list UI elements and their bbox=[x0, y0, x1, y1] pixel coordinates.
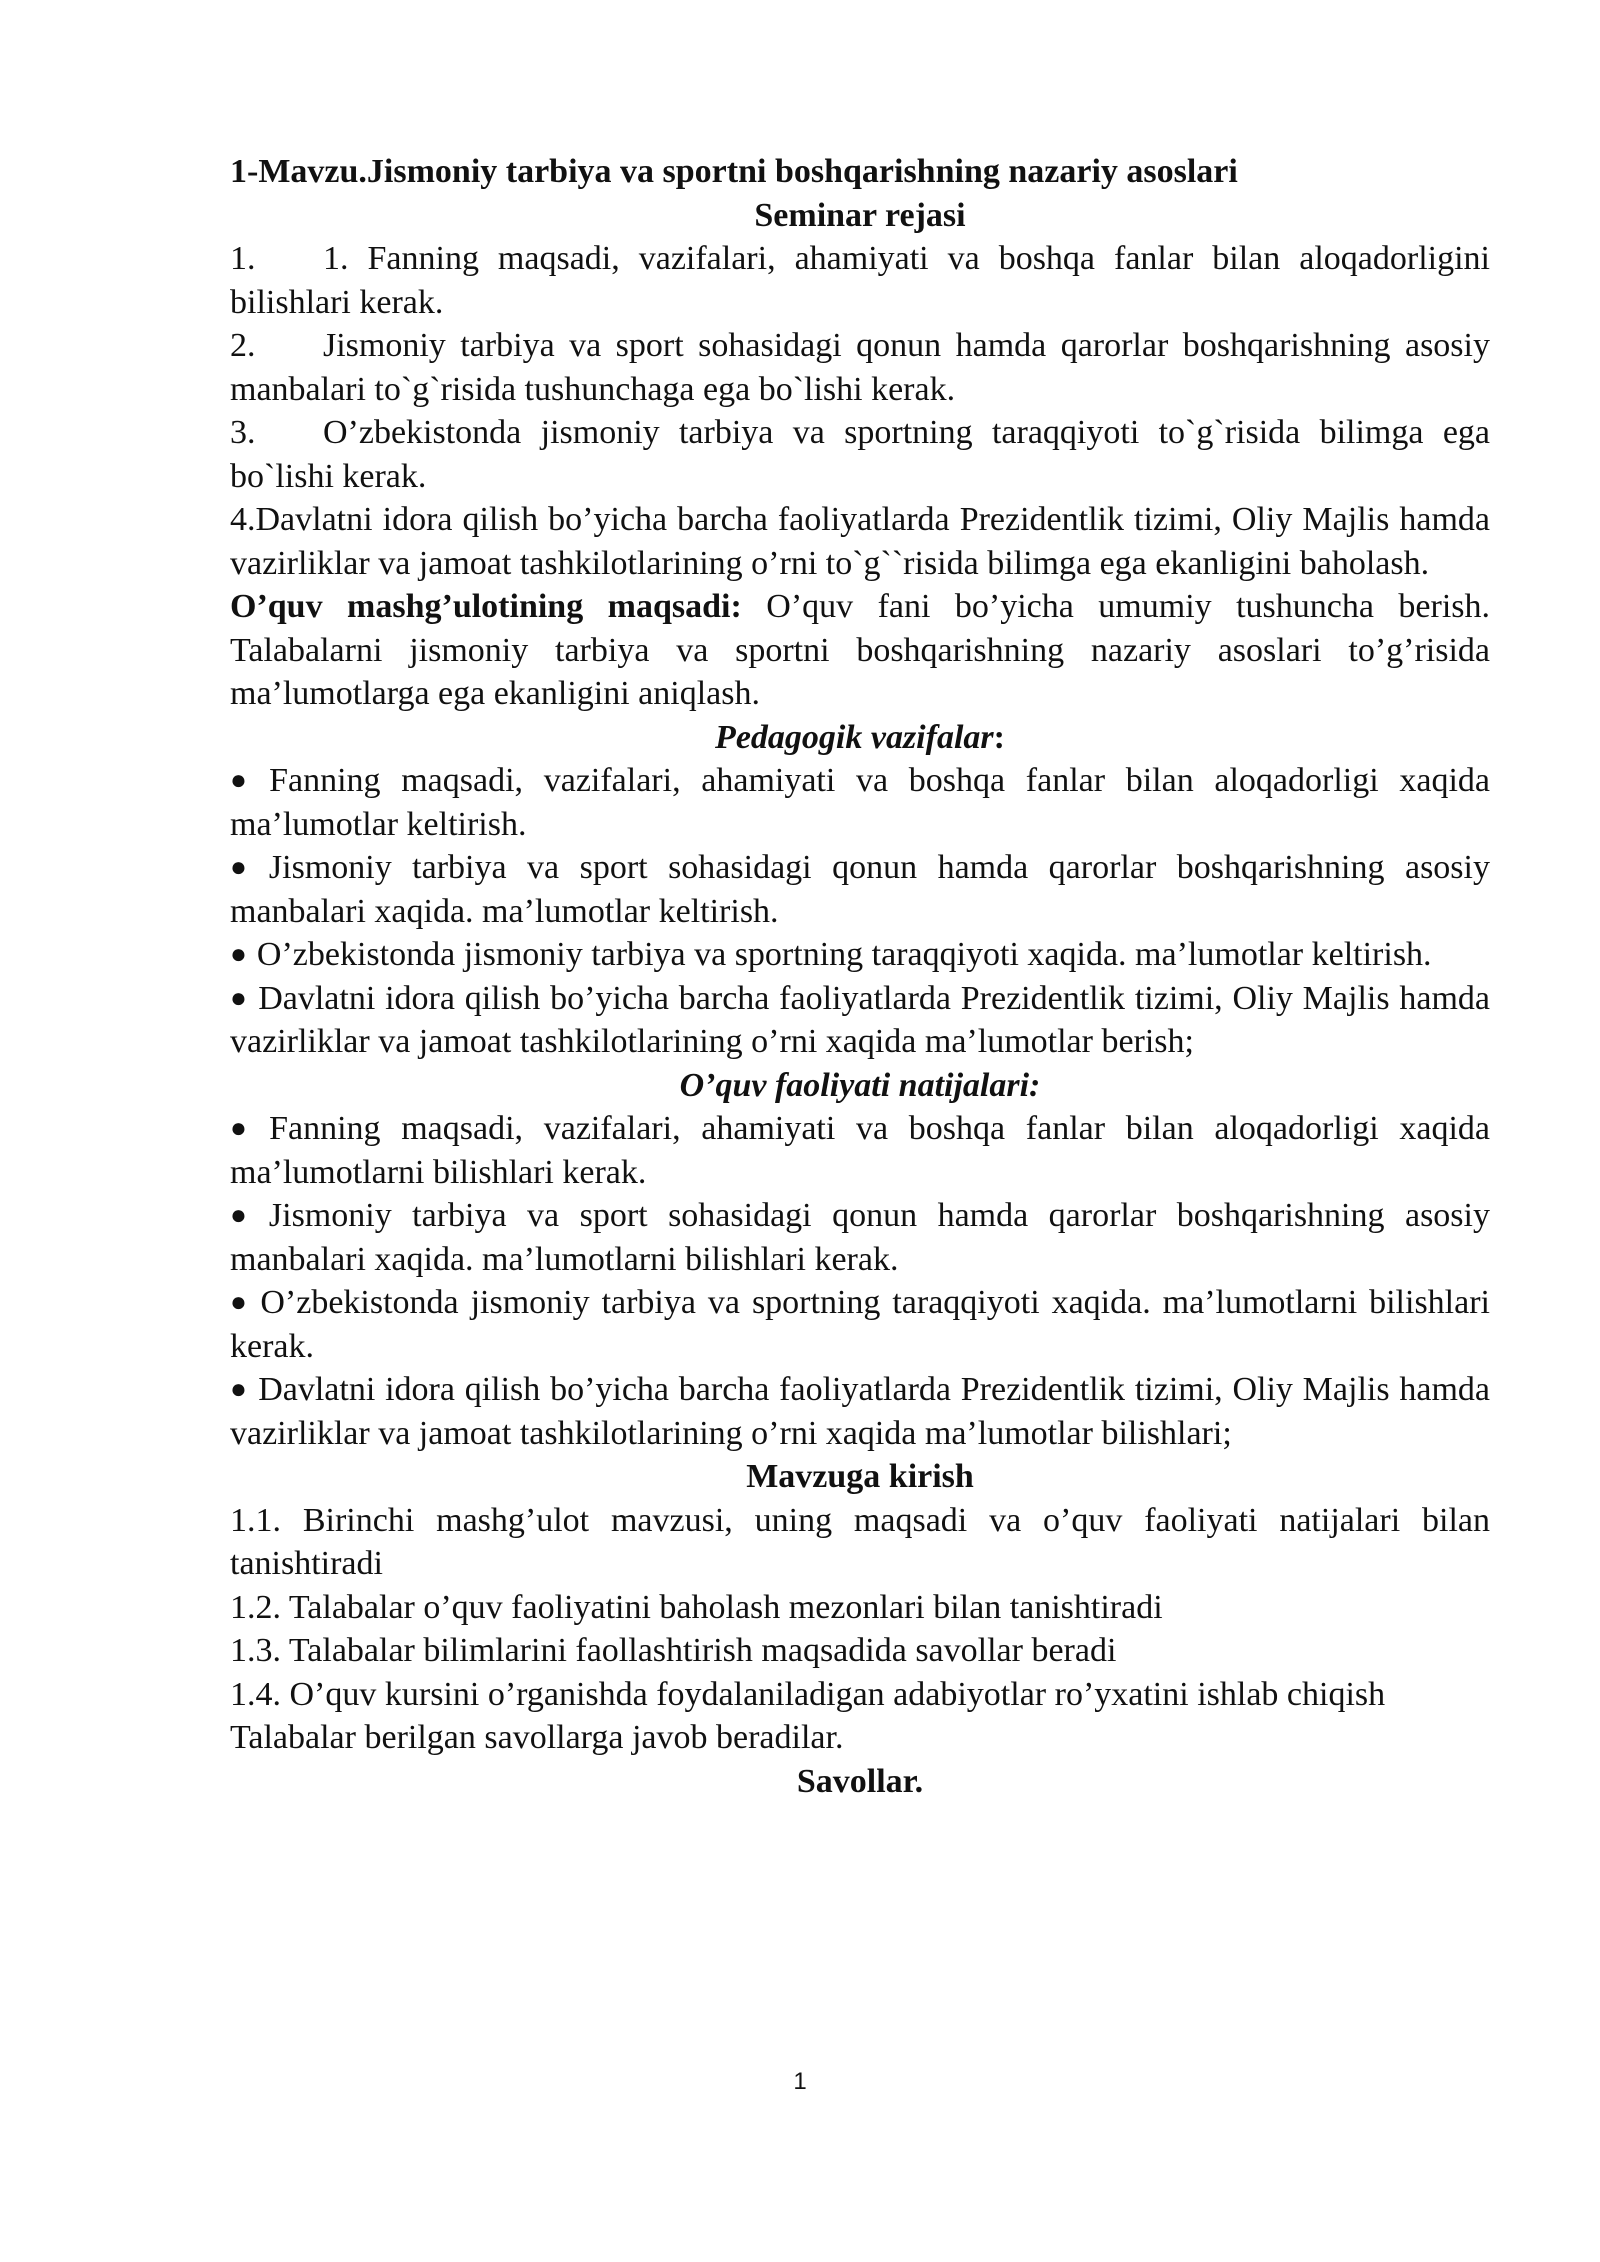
results-heading: O’quv faoliyati natijalari: bbox=[679, 1066, 1041, 1104]
plan-item bbox=[230, 237, 1490, 324]
bullet-icon: ● bbox=[230, 1200, 259, 1231]
lesson-goal-text: O’quv fani bo’yicha umumiy tushuncha berish. Talabalarni jismoniy tarbiya va sportni boshqarishning nazariy asoslari to’g’risida ma’lumotlarga ega ekanligini aniqlash. bbox=[230, 588, 1490, 712]
intro-item: 1.2. Talabalar o’quv faoliyatini baholash mezonlari bilan tanishtiradi bbox=[230, 1588, 1163, 1626]
students-answer: Talabalar berilgan savollarga javob beradilar. bbox=[230, 1719, 844, 1756]
plan-item-text: O’zbekistonda jismoniy tarbiya va sportning taraqqiyoti to`g`risida bilimga ega bo`lishi kerak. bbox=[230, 414, 1490, 495]
plan-item bbox=[230, 324, 1490, 411]
document-page bbox=[230, 150, 1490, 1803]
pedagogic-item: ● Jismoniy tarbiya va sport sohasidagi qonun hamda qarorlar boshqarishning asosiy manbalari xaqida. ma’lumotlar keltirish. bbox=[230, 849, 1490, 930]
bullet-icon: ● bbox=[230, 1374, 249, 1405]
plan-item-number: 1. bbox=[230, 240, 256, 277]
plan-heading: Seminar rejasi bbox=[754, 196, 966, 234]
intro-item: 1.1. Birinchi mashg’ulot mavzusi, uning maqsadi va o’quv faoliyati natijalari bilan tanishtiradi bbox=[230, 1501, 1490, 1582]
intro-item: 1.3. Talabalar bilimlarini faollashtirish maqsadida savollar beradi bbox=[230, 1632, 1117, 1669]
bullet-icon: ● bbox=[230, 982, 249, 1014]
bullet-icon: ● bbox=[230, 1287, 251, 1318]
bullet-icon: ● bbox=[230, 939, 247, 970]
plan-item-text: Jismoniy tarbiya va sport sohasidagi qonun hamda qarorlar boshqarishning asosiy manbalari to`g`risida tushunchaga ega bo`lishi kerak. bbox=[230, 327, 1490, 408]
intro-heading: Mavzuga kirish bbox=[746, 1458, 974, 1495]
lesson-goal bbox=[230, 585, 1490, 716]
intro-item: 1.4. O’quv kursini o’rganishda foydalaniladigan adabiyotlar ro’yxatini ishlab chiqish bbox=[230, 1675, 1386, 1713]
plan-item-text: 1. Fanning maqsadi, vazifalari, ahamiyati va boshqa fanlar bilan aloqadorligini bilishlari kerak. bbox=[230, 240, 1490, 321]
results-item: ● Jismoniy tarbiya va sport sohasidagi qonun hamda qarorlar boshqarishning asosiy manbalari xaqida. ma’lumotlarni bilishlari kerak. bbox=[230, 1197, 1490, 1278]
pedagogic-item: ● Davlatni idora qilish bo’yicha barcha faoliyatlarda Prezidentlik tizimi, Oliy Majlis hamda vazirliklar va jamoat tashkilotlarining o’rni xaqida ma’lumotlar berish; bbox=[230, 979, 1490, 1060]
plan-item-text: 4.Davlatni idora qilish bo’yicha barcha faoliyatlarda Prezidentlik tizimi, Oliy Majlis hamda vazirliklar va jamoat tashkilotlarining o’rni to`g``risida bilimga ega ekanligini baholash. bbox=[230, 501, 1490, 582]
results-item: ● O’zbekistonda jismoniy tarbiya va sportning taraqqiyoti xaqida. ma’lumotlarni bilishlari kerak. bbox=[230, 1284, 1490, 1365]
results-item: ● Fanning maqsadi, vazifalari, ahamiyati va boshqa fanlar bilan aloqadorligi xaqida ma’lumotlarni bilishlari kerak. bbox=[230, 1110, 1490, 1191]
pedagogic-item: ● O’zbekistonda jismoniy tarbiya va sportning taraqqiyoti xaqida. ma’lumotlar keltirish. bbox=[230, 936, 1432, 973]
results-item: ● Davlatni idora qilish bo’yicha barcha faoliyatlarda Prezidentlik tizimi, Oliy Majlis hamda vazirliklar va jamoat tashkilotlarining o’rni xaqida ma’lumotlar bilishlari; bbox=[230, 1371, 1490, 1452]
plan-item bbox=[230, 411, 1490, 498]
bullet-icon: ● bbox=[230, 765, 260, 796]
pedagogic-heading: Pedagogik vazifalar: bbox=[715, 718, 1005, 756]
lesson-goal-label: O’quv mashg’ulotining maqsadi: bbox=[230, 588, 742, 625]
questions-heading: Savollar. bbox=[796, 1762, 924, 1800]
pedagogic-item: ● Fanning maqsadi, vazifalari, ahamiyati va boshqa fanlar bilan aloqadorligi xaqida ma’lumotlar keltirish. bbox=[230, 762, 1490, 843]
plan-item-number: 3. bbox=[230, 414, 256, 451]
plan-item bbox=[230, 498, 1490, 585]
page-title: 1-Mavzu.Jismoniy tarbiya va sportni boshqarishning nazariy asoslari bbox=[230, 153, 1238, 190]
plan-item-number: 2. bbox=[230, 327, 256, 364]
bullet-icon: ● bbox=[230, 852, 259, 883]
bullet-icon: ● bbox=[230, 1113, 260, 1144]
page-number: 1 bbox=[793, 2068, 807, 2095]
